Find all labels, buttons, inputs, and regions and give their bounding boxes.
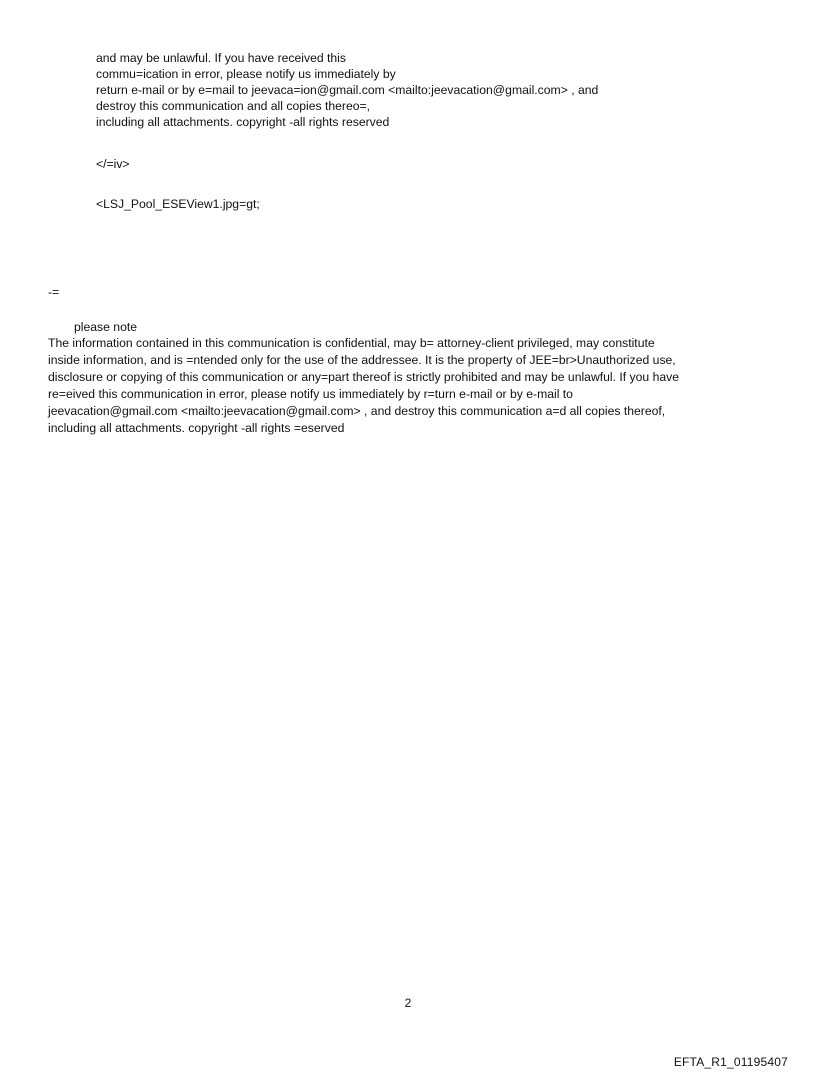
email-block-line: and may be unlawful. If you have received this (96, 51, 346, 65)
confidentiality-disclaimer (48, 335, 679, 437)
disclaimer-line: re=eived this communication in error, please notify us immediately by r=turn e-mail or by e-mail to (48, 387, 573, 401)
disclaimer-line: The information contained in this communication is confidential, may b= attorney-client privileged, may constitute (48, 336, 655, 350)
disclaimer-line: inside information, and is =ntended only for the use of the addressee. It is the property of JEE=br>Unauthorized use, (48, 353, 676, 367)
document-id: EFTA_R1_01195407 (673, 1055, 788, 1069)
page-number: 2 (404, 996, 412, 1010)
email-block-line: commu=ication in error, please notify us immediately by (96, 67, 396, 81)
email-confidentiality-block (96, 50, 598, 130)
disclaimer-line: disclosure or copying of this communication or any=part thereof is strictly prohibited and may be unlawful. If you have (48, 370, 680, 384)
email-block-line: destroy this communication and all copies thereo=, (96, 99, 371, 113)
disclaimer-line: jeevacation@gmail.com <mailto:jeevacation@gmail.com> , and destroy this communication a=d all copies thereof, (48, 404, 666, 418)
attachment-filename: <LSJ_Pool_ESEView1.jpg=gt; (96, 197, 260, 211)
email-block-line: return e-mail or by e=mail to jeevaca=ion@gmail.com <mailto:jeevacation@gmail.com> , and (96, 83, 599, 97)
div-closing-tag: </=iv> (96, 157, 130, 171)
separator-marker: -= (48, 285, 60, 299)
disclaimer-line: including all attachments. copyright -all rights =eserved (48, 421, 345, 435)
note-label: please note (74, 320, 138, 334)
email-block-line: including all attachments. copyright -all rights reserved (96, 115, 390, 129)
